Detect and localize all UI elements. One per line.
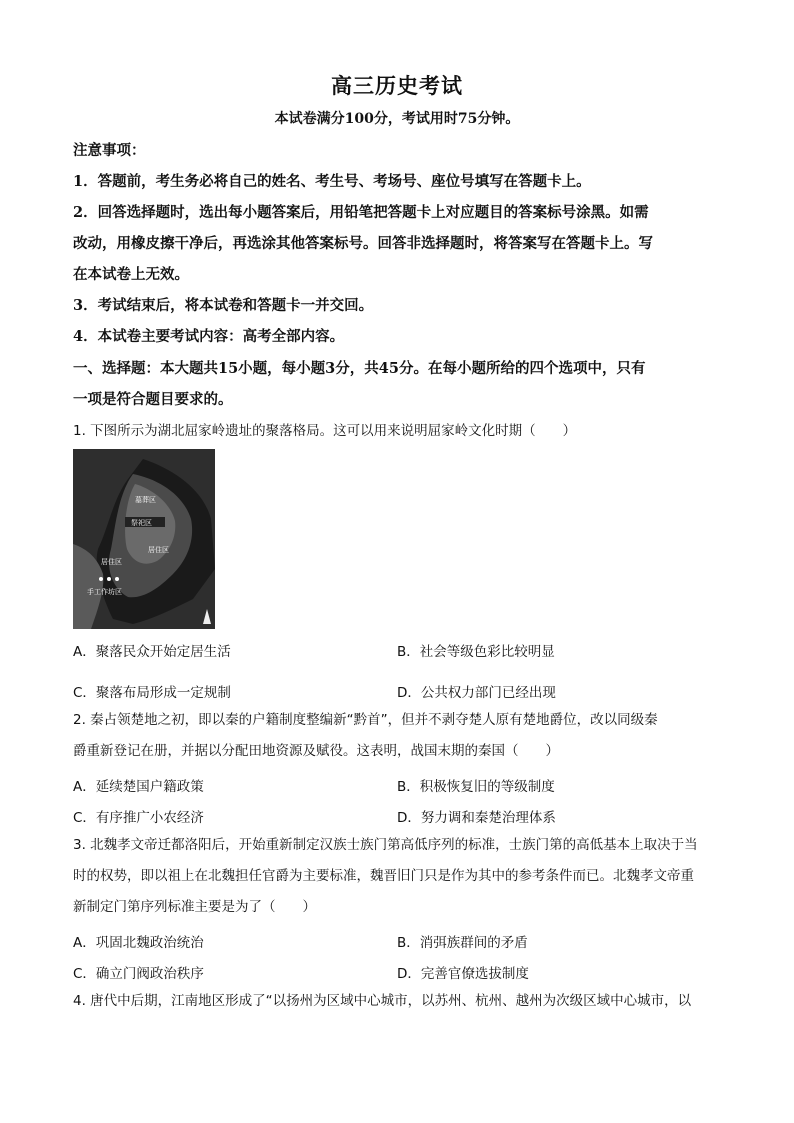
note-line: 在本试卷上无效。	[73, 266, 189, 283]
question-2-option-c[interactable]: C．有序推广小农经济	[73, 810, 204, 826]
question-3-stem: 新制定门第序列标准主要是为了（ ）	[73, 899, 316, 915]
note-line: 1．答题前，考生务必将自己的姓名、考生号、考场号、座位号填写在答题卡上。	[73, 173, 591, 190]
question-1-stem: 1. 下图所示为湖北屈家岭遗址的聚落格局。这可以用来说明屈家岭文化时期（ ）	[73, 423, 577, 439]
notes-heading: 注意事项：	[73, 142, 146, 159]
exam-subtitle: 本试卷满分100分，考试用时75分钟。	[274, 111, 520, 127]
section-heading: 一、选择题：本大题共15小题，每小题3分，共45分。在每小题所给的四个选项中，只有	[73, 360, 646, 377]
question-2-stem: 爵重新登记在册，并据以分配田地资源及赋役。这表明，战国末期的秦国（ ）	[73, 743, 559, 759]
note-line: 改动，用橡皮擦干净后，再选涂其他答案标号。回答非选择题时，将答案写在答题卡上。写	[73, 235, 653, 252]
map-label-workshop: 手工作坊区	[87, 588, 122, 596]
page-title: 高三历史考试	[331, 73, 463, 98]
question-3-option-c[interactable]: C．确立门阀政治秩序	[73, 966, 204, 982]
note-line: 2．回答选择题时，选出每小题答案后，用铅笔把答题卡上对应题目的答案标号涂黑。如需	[73, 204, 649, 221]
section-heading: 一项是符合题目要求的。	[73, 391, 233, 408]
question-1-option-b[interactable]: B．社会等级色彩比较明显	[397, 644, 555, 660]
map-label-burial: 墓葬区	[135, 496, 156, 504]
question-2-stem: 2. 秦占领楚地之初，即以秦的户籍制度整编新“黔首”，但并不剥夺楚人原有楚地爵位，改以同级秦	[73, 712, 658, 728]
note-line: 4．本试卷主要考试内容：高考全部内容。	[73, 328, 345, 345]
map-label-residence-east: 居住区	[148, 546, 169, 554]
settlement-map-figure	[73, 449, 215, 629]
question-1-option-a[interactable]: A．聚落民众开始定居生活	[73, 644, 231, 660]
note-line: 3．考试结束后，将本试卷和答题卡一并交回。	[73, 297, 374, 314]
question-3-stem: 时的权势，即以祖上在北魏担任官爵为主要标准，魏晋旧门只是作为其中的参考条件而已。北魏孝文帝重	[73, 868, 694, 884]
question-2-option-a[interactable]: A．延续楚国户籍政策	[73, 779, 204, 795]
question-3-option-d[interactable]: D．完善官僚选拔制度	[397, 966, 529, 982]
map-label-residence-west: 居住区	[101, 558, 122, 566]
map-label-ritual: 祭祀区	[131, 519, 152, 527]
question-4-stem: 4. 唐代中后期，江南地区形成了“以扬州为区域中心城市，以苏州、杭州、越州为次级区域中心城市，以	[73, 993, 692, 1009]
question-3-option-a[interactable]: A．巩固北魏政治统治	[73, 935, 204, 951]
question-2-option-d[interactable]: D．努力调和秦楚治理体系	[397, 810, 556, 826]
question-2-option-b[interactable]: B．积极恢复旧的等级制度	[397, 779, 555, 795]
question-3-option-b[interactable]: B．消弭族群间的矛盾	[397, 935, 528, 951]
question-1-option-d[interactable]: D．公共权力部门已经出现	[397, 685, 556, 701]
question-1-option-c[interactable]: C．聚落布局形成一定规制	[73, 685, 231, 701]
question-3-stem: 3. 北魏孝文帝迁都洛阳后，开始重新制定汉族士族门第高低序列的标准，士族门第的高低基本上取决于当	[73, 837, 698, 853]
settlement-map	[73, 449, 215, 629]
